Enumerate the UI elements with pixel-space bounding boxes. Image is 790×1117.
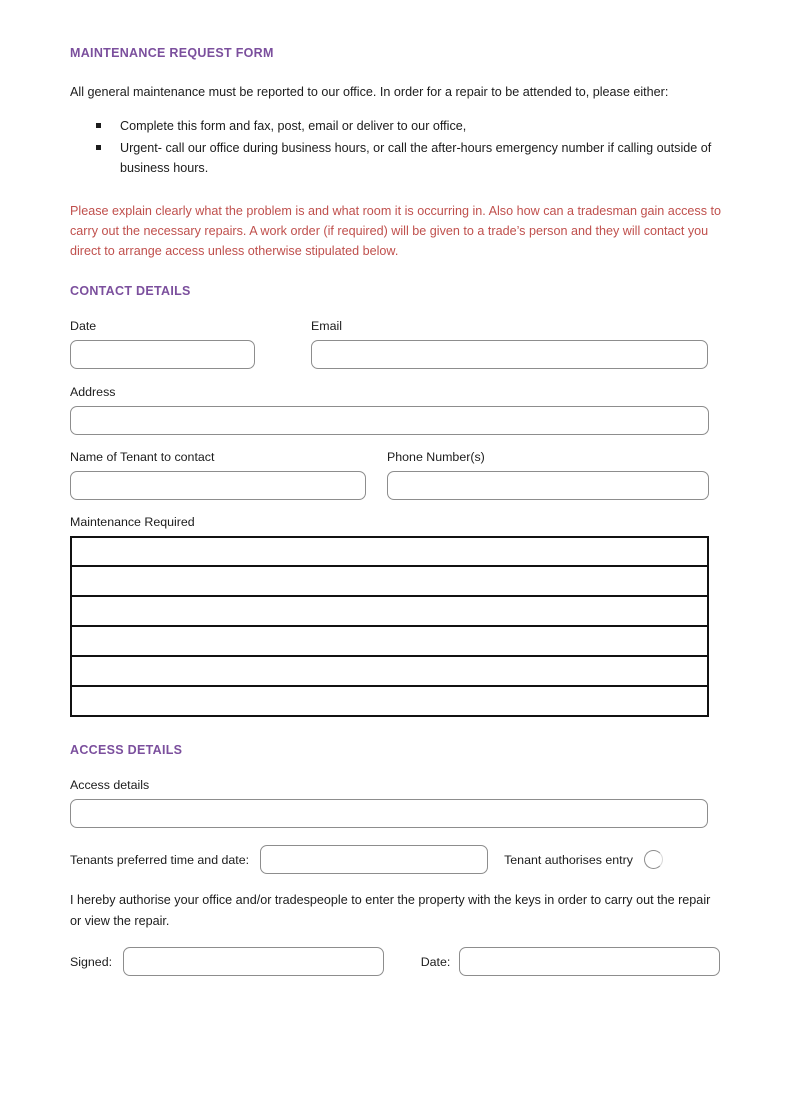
maintenance-line-6[interactable]: [70, 686, 709, 717]
spacer: [255, 318, 311, 369]
notice-paragraph: Please explain clearly what the problem is and what room it is occurring in. Also how can a tradesman gain access to carry out the necessary repairs. A work order (if required) will be given to a trade’s person and they will contact you direct to arrange access unless otherwise stipulated below.: [70, 203, 722, 259]
square-bullet-icon: [96, 123, 101, 128]
list-item: [96, 138, 716, 179]
address-field-group: [70, 384, 709, 435]
spacer: [366, 449, 387, 500]
contact-details-heading: CONTACT DETAILS: [70, 283, 191, 298]
date-label: Date: [70, 318, 97, 333]
access-details-label: Access details: [70, 778, 150, 793]
signature-date-input-wrap: [459, 947, 720, 976]
maintenance-line-4[interactable]: [70, 626, 709, 657]
maintenance-line-3[interactable]: [70, 596, 709, 627]
intro-paragraph: All general maintenance must be reported to our office. In order for a repair to be attended to, please either:: [70, 85, 669, 99]
authorises-entry-label: Tenant authorises entry: [504, 852, 633, 867]
maintenance-line-2[interactable]: [70, 566, 709, 597]
signature-date-label: Date:: [420, 954, 451, 969]
maintenance-required-label: Maintenance Required: [70, 515, 195, 530]
address-input[interactable]: [70, 406, 709, 435]
form-content: [70, 46, 720, 976]
access-details-heading: ACCESS DETAILS: [70, 743, 183, 758]
list-item-label: Urgent- call our office during business hours, or call the after-hours emergency number if calling outside of business hours.: [120, 140, 712, 176]
tenant-name-input[interactable]: [70, 471, 366, 500]
list-item: [96, 116, 716, 136]
date-input[interactable]: [70, 340, 255, 369]
tenant-name-label: Name of Tenant to contact: [70, 449, 215, 464]
phone-field-group: [387, 449, 709, 500]
preferred-time-input[interactable]: [260, 845, 488, 874]
circle-radio-icon[interactable]: [644, 850, 663, 869]
tenant-phone-row: [70, 449, 720, 500]
email-field-group: [311, 318, 708, 369]
signed-input[interactable]: [123, 947, 384, 976]
signed-input-wrap: [123, 947, 384, 976]
address-label: Address: [70, 384, 116, 399]
email-input[interactable]: [311, 340, 708, 369]
preferred-time-input-wrap: [260, 845, 488, 874]
signature-row: [70, 947, 720, 976]
instruction-list: [70, 116, 720, 178]
maintenance-line-1[interactable]: [70, 536, 709, 567]
access-details-field-group: [70, 777, 708, 828]
date-field-group: [70, 318, 255, 369]
signature-date-input[interactable]: [459, 947, 720, 976]
tenant-name-field-group: [70, 449, 366, 500]
page-title: MAINTENANCE REQUEST FORM: [70, 46, 274, 60]
authorisation-paragraph: I hereby authorise your office and/or tradespeople to enter the property with the keys in order to carry out the repair or view the repair.: [70, 893, 711, 928]
email-label: Email: [311, 318, 342, 333]
preferred-time-label: Tenants preferred time and date:: [70, 852, 250, 867]
square-bullet-icon: [96, 145, 101, 150]
maintenance-lines-stack: [70, 536, 709, 717]
phone-label: Phone Number(s): [387, 449, 485, 464]
access-details-input[interactable]: [70, 799, 708, 828]
list-item-label: Complete this form and fax, post, email or deliver to our office,: [120, 119, 467, 134]
maintenance-line-5[interactable]: [70, 656, 709, 687]
maintenance-required-group: [70, 514, 720, 717]
signed-label: Signed:: [70, 954, 113, 969]
phone-input[interactable]: [387, 471, 709, 500]
preferred-time-row: [70, 845, 720, 874]
date-email-row: [70, 318, 720, 369]
